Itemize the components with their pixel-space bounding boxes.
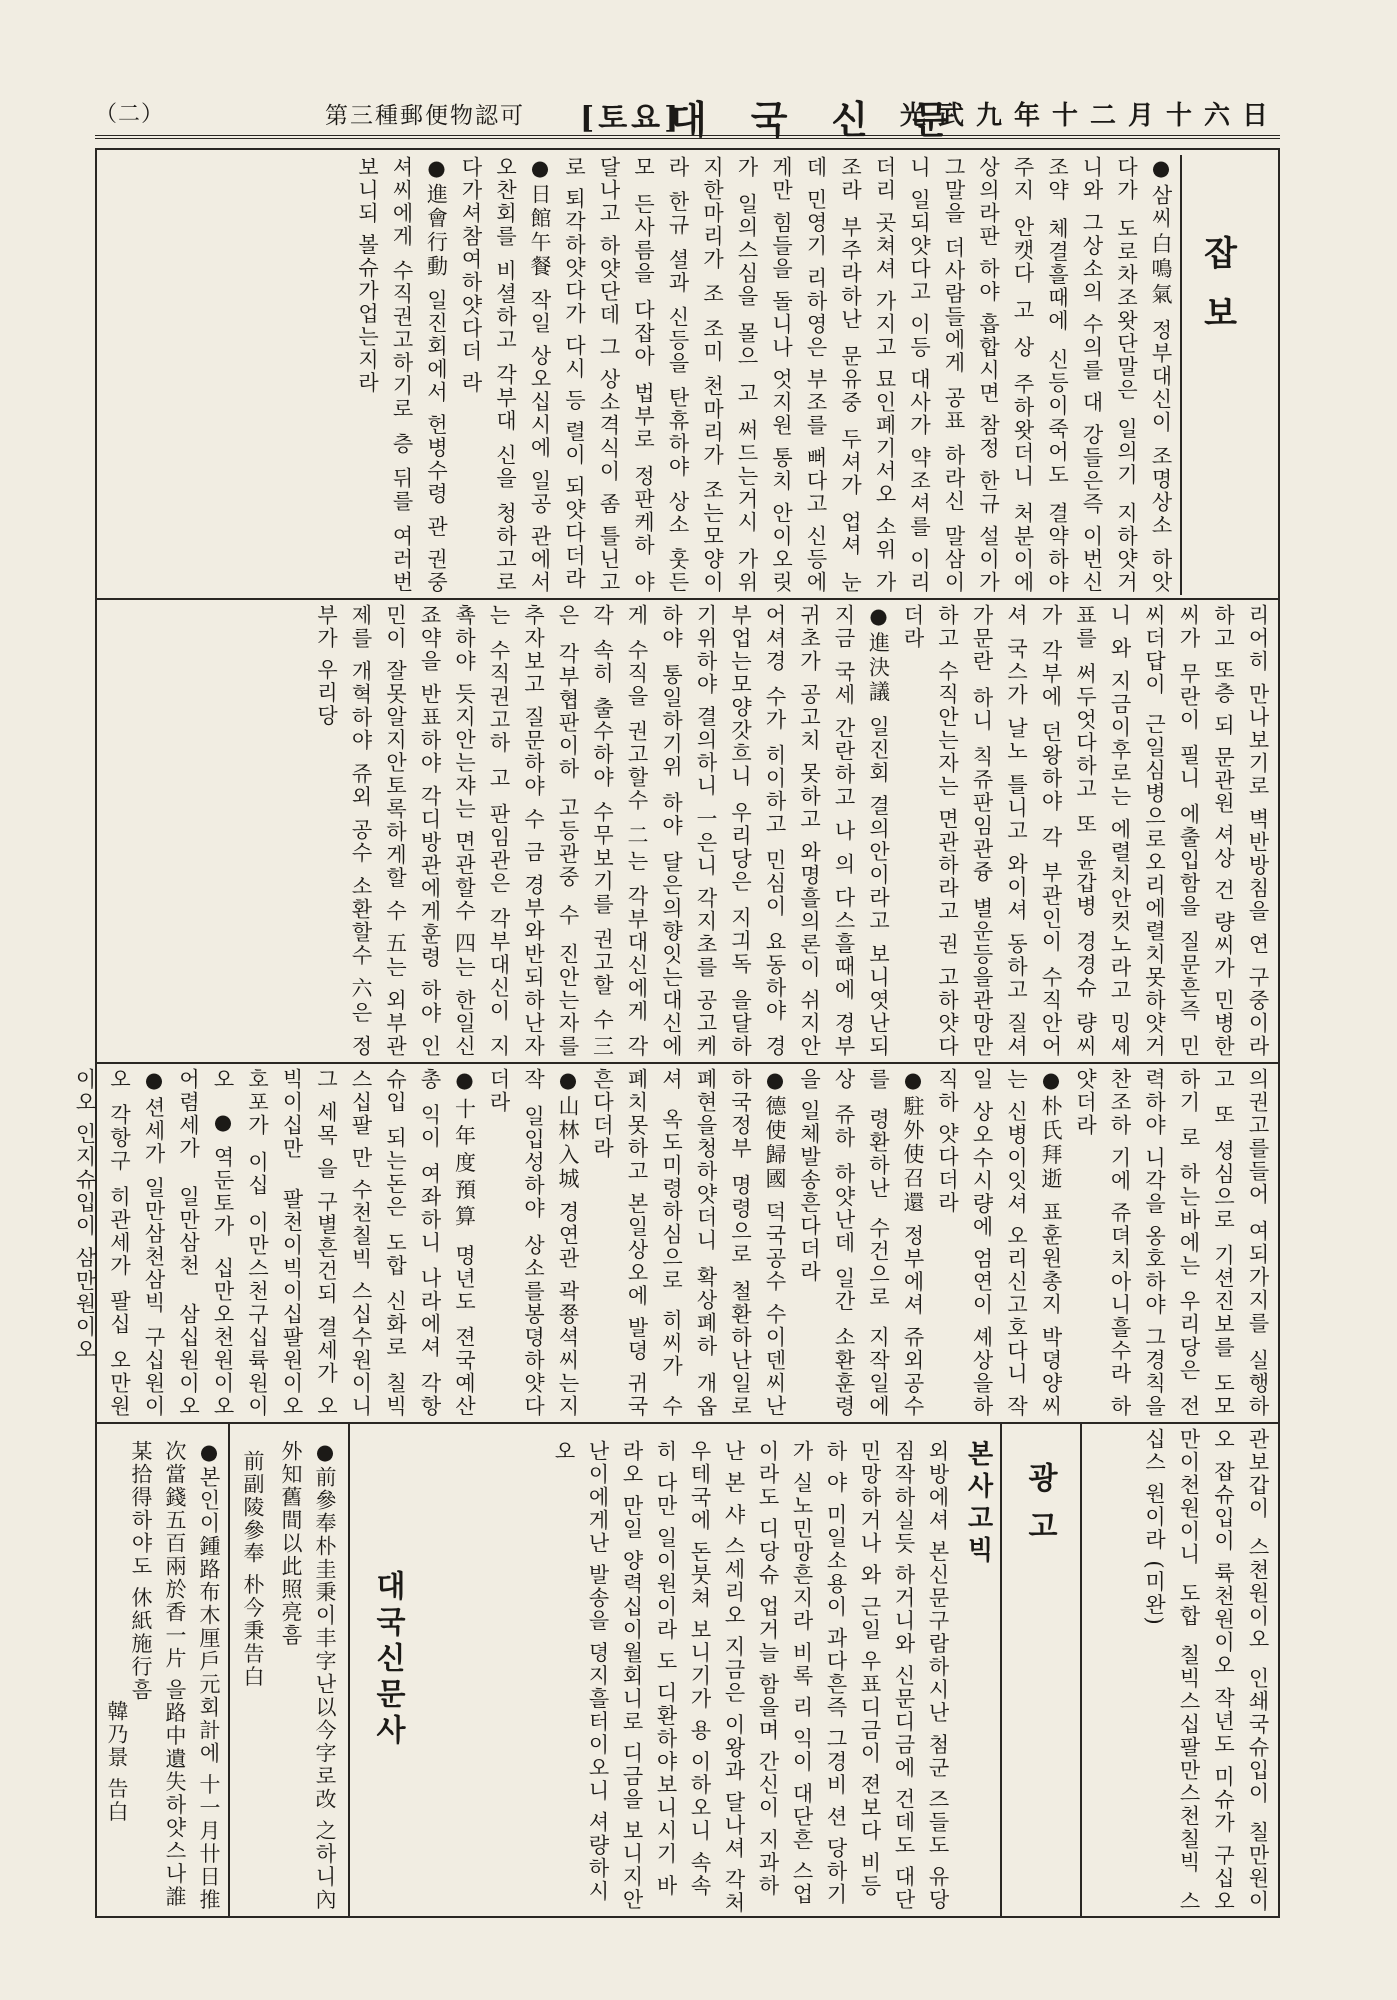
article-column-lower (73, 1068, 1275, 1418)
article-obituary: ●朴氏拜逝 표훈원총지 박뎡양씨는 신병이잇셔 오리신고호다니 작일 상오수시량에 엄연이 셰상을하직하 얏다더라 (935, 1068, 1063, 1418)
ads-heading: 광고 (1022, 1462, 1057, 1558)
ad-name-change: ●前參奉朴圭秉이丰字난以今字로改 之하니內外知舊間以此照亮흠 (279, 1440, 337, 1912)
masthead (95, 95, 1280, 142)
article-budget-continued (1085, 1428, 1275, 1913)
ad-lost-item: ●본인이鍾路布木厘戶元회計에 十一月卄日推次當錢五百兩於香一片 을路中遺失하얏스나誰某拾得하야도 休紙施行흠 (129, 1440, 221, 1912)
notice-body: 외방에셔 본신문구람하시난 첨군 즈들도 유당 짐작하실듯 하거니와 신문디금에 건데도 대단민망하거나 와 근일 우표디금이 젼보다 비등하 야 미일소용이 과다흔즉 그경비 션 당하기가 실노민망흔지라 비록 리 익이 대단흔 스업이라도 디당슈 업거늘 함을며 간신이 지과하난 본 샤 스세리오 지금은 이왕과 달나셔 각처 우테국에 돈붓쳐 보니기가 용 이하오니 속속히 다만 일이원이라 도 디환하야보니시기 바라오 만일 양력십이월회니로 디금을 보니지안 난이에게난 발송을 뎡지흘터이오니 셔량하시오 (552, 1440, 950, 1915)
article-petition: ●삼씨白鳴氣 정부대신이 조명상소 하앗다가 도로차조왓단말은 일의기 지하얏거니와 그상소의 수의를 대 강들은즉 이번신조약 체결흘때에 신등이죽어도 결약하야주지 안캣다 고 상 주하왓더니 처분이에 상의라판 하야 흡합시면 참정 한규 설이가 그말을 더사람들에게 공표 하라신 말삼이니 일되얏다고 이등 대사가 약조셔를 이리더리 곳쳐셔 가지고 묘인폐기서오 소위 가조라 부주라하난 문유중 두셔가 업셔 눈 데 민영기 리하영은 부조를 뻐다고 신등에게만 힘들을 돌니나 엇지원 통치 안이오릿가 일의스심을 몰으 고 써드는거시 가위 지한마리가 조 조미 천마리가 조는모양이라 한규 셜과 신등을 탄휴하야 상소 훗든모 든사름을 다잡아 법부로 정판케하 야 달나고 하얏단데 그 상소격식이 좀 틀닌고로 퇴각하얏다가 다시 등 렬이 되얏다더라 (562, 156, 1173, 594)
ad-divider (348, 1424, 350, 1918)
article-budget: ●十年度預算 명년도 젼국예산 총 익이 여좌하니 나라에셔 각항 슈입 되는돈은 도합 신화로 칠빅스십팔 만 수천칠빅 스십수원이니 그 세목 을 구별흔건되 결세가 오빅이십만 팔천이빅이십팔원이오 호포가 이십 이만스천구십륙원이오 ●역둔토가 십만오천원이오 어렴세가 일만삼천 삼십원이오 ●션세가 일만삼천삼빅 구십원이오 각항구 히관세가 팔십 오만원이오 인지슈입이 삼만원이오 (73, 1068, 477, 1418)
article-envoy-recall: ●駐外使召還 정부에셔 쥬외공수 를 령환하난 수건으로 지작일에 상 쥬하 하얏난데 일간 소환훈령을 일체발송흔다더라 (797, 1068, 925, 1418)
newspaper-title: 대국신문 (670, 97, 993, 142)
article-column-middle (100, 604, 1275, 1058)
article-german-minister: ●德使歸國 덕국공수 수이덴씨난 하국정부 명령으로 철환하난일로 폐현을청하얏더니 확상폐하 개옵셔 옥도미령하심으로 히씨가 수 폐치못하고 본일상오에 발뎡 귀국흔다더라 (590, 1068, 787, 1418)
article-japanese-luncheon: ●日館午餐 작일 상오십시에 일공 관에서 오찬회를 비셜하고 각부대 신을 청하고로 다가셔참여하얏다더 라 (459, 156, 552, 594)
ad-divider (228, 1424, 230, 1918)
issue-date: 光武九年十二月十六日 (899, 101, 1280, 131)
section-divider (95, 1062, 1280, 1064)
weekday-label: [토요] (580, 101, 683, 136)
article-scholar-entry: ●山林入城 경연관 곽쭁셕씨는지작 일입성하야 상소를봉뎡하얏다더라 (487, 1068, 580, 1418)
ad-name-change-sign: 前副陵參奉 朴今秉告白 (241, 1450, 265, 1689)
article-resignation-advice: 리어히 만나보기로 벽반방침을 연 구중이라하고 또층 되 문관원 셔상 건 량씨가 민병한씨가 무란이 필니 에출입함을 질문흔즉 민씨더답이 근일심병으로오리에렬치못하얏거니 와 지금이후로는 에렬치안컷노라고 밍셰표를 써두엇다하고 또 윤갑병 경경슈 량씨가 각부에 던왕하야 각 부관인이 수직안어셔 국스가 날노 틀니고 와이셔 동하고 질셔가문란 하니 칙쥬판임관즁 별운등을관망만 하고 수직안는자는 면관하라고 권 고하얏다더라 (901, 604, 1270, 1058)
article-column-top (270, 156, 1178, 594)
budget-continued-text: 관보갑이 스쳔원이오 인쇄국슈입이 칠만원이오 잡슈입이 륙천원이오 작년도 미슈가 구십오만이천원이니 도합 칠빅스십팔만스천칠빅 스십스 원이라 (미완) (1142, 1428, 1270, 1913)
ad-divider (1000, 1424, 1002, 1918)
postal-registration-note: 第三種郵便物認可 (325, 103, 525, 129)
article-progress-society: ●進會行動 일진회에서 헌병수령 관 권중셔씨에게 수직권고하기로 층 뒤를 여러번보니되 볼슈가업는지라 (355, 156, 449, 594)
publisher-name: 대국신문사 (370, 1570, 405, 1750)
ad-lost-item-sign: 韓乃景 告白 (105, 1700, 129, 1824)
article-continued-text (234, 156, 269, 594)
page-number: （二） (95, 102, 165, 127)
article-support-cabinet: 의권고를들어 여되가지를 실행하고 또 셩심으로 기션진보를 도모하기 로 하는바에는 우리당은 전력하야 니각을 옹호하야 그경칙을 찬조하 기에 쥬뎌치아니흘수라 하얏더라 (1073, 1068, 1270, 1418)
section-heading: 잡보 (1197, 235, 1237, 355)
article-society-resolution: ●進決議 일진회 결의안이라고 보니엿난되 지금 국세 간란하고 나 의 다스흘때에 경부귀초가 공고치 못하고 와명흘의론이 쉬지안어셔경 수가 히이하고 민심이 요동하야 경 부업는모양갓흐니 우리당은 지긔독 을달하기위하야 결의하니 一은니 각지초를 공고케하야 통일하기위 하야 달은의향잇는대신에게 수직을 권고할수 二는 각부대신에게 각각 속히 출수하야 수무보기를 권고할 수三은 각부협판이하 고등관중 수 진안는자를 추자보고 질문하야 수 금 경부와반되하난자는 수직권고하 고 판임관은 각부대신이 지쵹하야 듯지안는쟈는 면관할수 四는 한일신 죠약을 반표하야 각디방관에게훈령 하야 인민이 잘못알지안토록하게할 수 五는 외부관제를 개혁하야 쥬외 공수 소환할수 六은 정부가 우리당 (314, 604, 891, 1058)
article-column-top-continued (100, 156, 268, 594)
section-divider (95, 598, 1280, 600)
ad-divider (1080, 1424, 1082, 1918)
section-divider (95, 1422, 1280, 1424)
notice-title: 본사고빅 (963, 1440, 993, 1568)
